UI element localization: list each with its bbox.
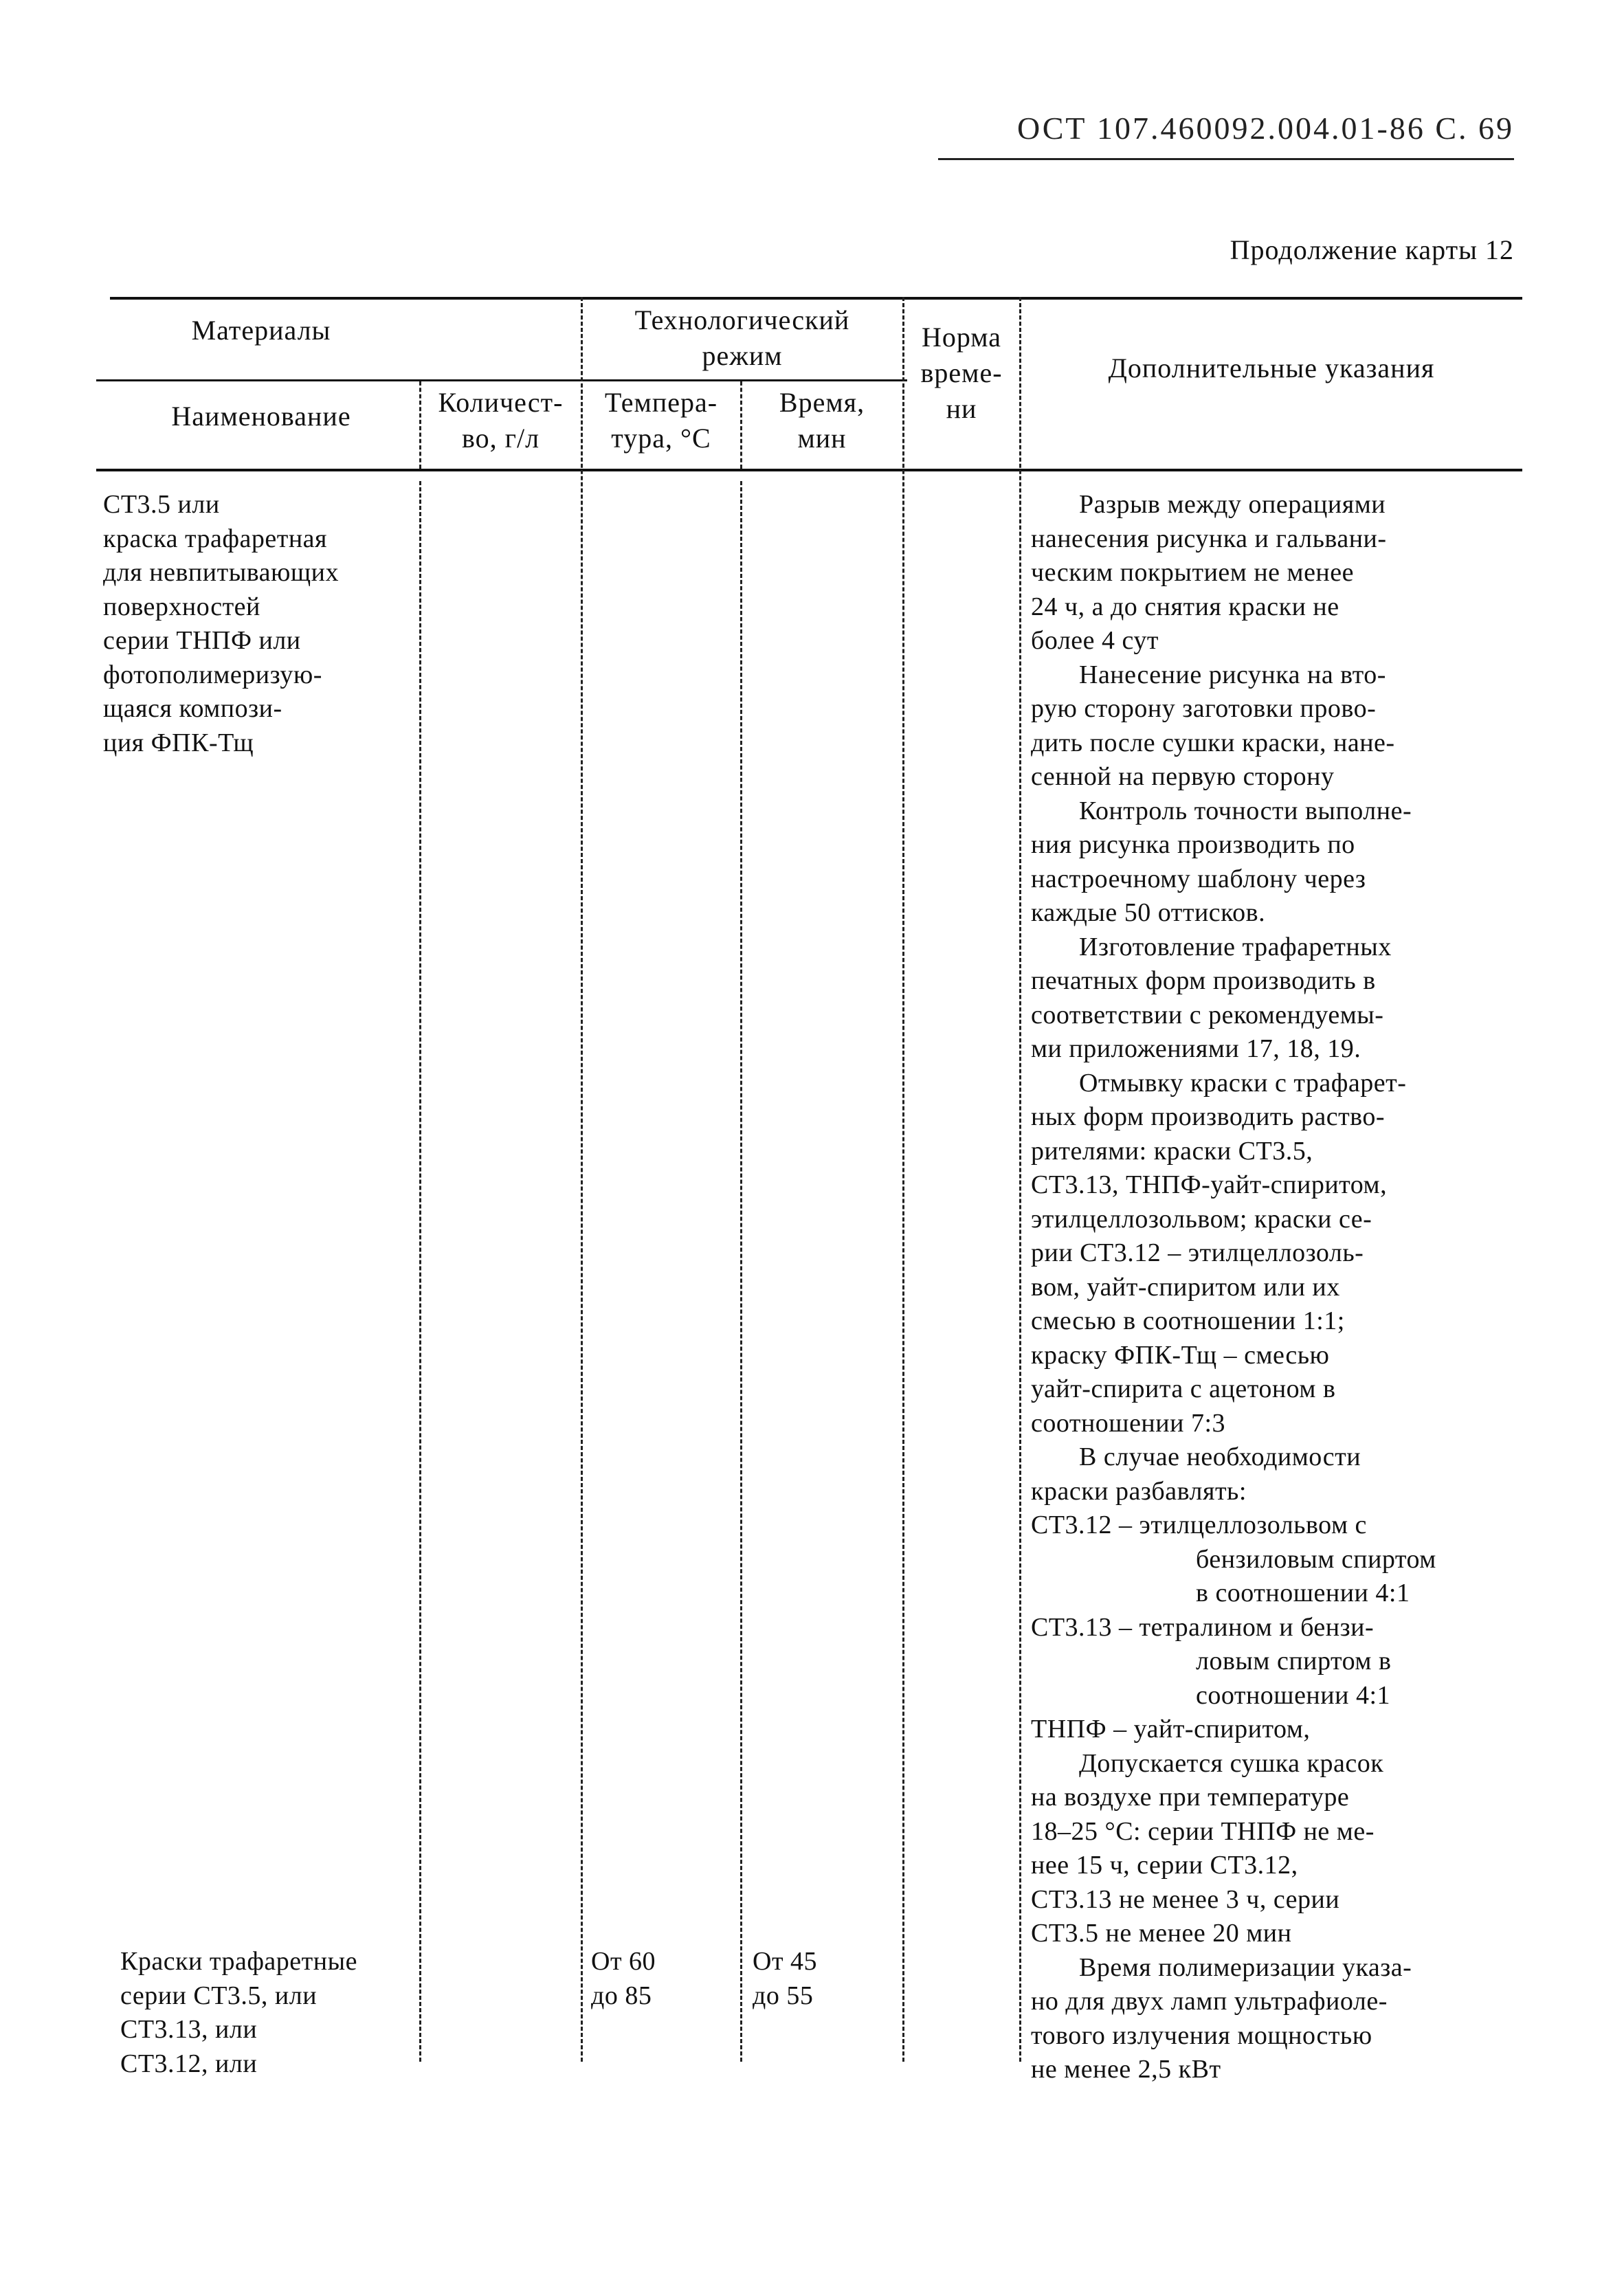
row1-name-line: краска трафаретная xyxy=(103,524,328,553)
row2-name-line: СТ3.12, или xyxy=(120,2049,258,2078)
note-line: смесью в соотношении 1:1; xyxy=(1031,1306,1345,1335)
note-line: рии СТ3.12 – этилцеллозоль- xyxy=(1031,1238,1364,1267)
row1-name-line: СТ3.5 или xyxy=(103,490,220,519)
note-line: нанесения рисунка и гальвани- xyxy=(1031,524,1387,553)
table-header-bottom-rule xyxy=(96,469,1522,471)
note-line: Контроль точности выполне- xyxy=(1079,796,1412,825)
header-tech-mode: Технологический режим xyxy=(634,304,850,371)
row2-time-line: до 55 xyxy=(753,1981,814,2010)
note-line: нее 15 ч, серии СТ3.12, xyxy=(1031,1851,1298,1880)
note-line: ми приложениями 17, 18, 19. xyxy=(1031,1034,1361,1063)
row1-name xyxy=(103,488,339,760)
note-line: не менее 2,5 кВт xyxy=(1031,2055,1221,2084)
note-line: в соотношении 4:1 xyxy=(1196,1579,1410,1607)
note-line: Допускается сушка красок xyxy=(1079,1748,1384,1778)
col-divider-materials-tech xyxy=(581,297,583,2062)
row2-name-line: Краски трафаретные xyxy=(120,1947,358,1976)
note-line: краску ФПК-Тщ – смесью xyxy=(1031,1340,1330,1370)
header-quantity: Количест- во, г/л xyxy=(438,387,564,454)
note-line: на воздухе при температуре xyxy=(1031,1783,1350,1812)
col-divider-tech-norm xyxy=(902,297,904,2062)
note-line: каждые 50 оттисков. xyxy=(1031,898,1266,927)
col-divider-name-qty-body xyxy=(419,481,421,2062)
note-line: краски разбавлять: xyxy=(1031,1476,1247,1506)
note-line: соотношении 4:1 xyxy=(1196,1680,1390,1710)
table-top-rule xyxy=(110,297,1522,300)
header-materials: Материалы xyxy=(191,315,331,346)
document-code: ОСТ 107.460092.004.01-86 С. 69 xyxy=(1016,111,1514,146)
note-line: уайт-спирита с ацетоном в xyxy=(1031,1374,1336,1403)
note-line: соотношении 7:3 xyxy=(1031,1408,1225,1438)
table-subheader-rule-left xyxy=(96,379,907,381)
row1-name-line: для невпитывающих xyxy=(103,558,340,587)
row1-name-line: фотополимеризую- xyxy=(103,660,322,689)
header-name: Наименование xyxy=(171,401,351,432)
row1-name-line: ция ФПК-Тщ xyxy=(103,728,254,757)
note-line: тового излучения мощностью xyxy=(1031,2020,1372,2050)
note-line: печатных форм производить в xyxy=(1031,966,1376,995)
note-line: ных форм производить раство- xyxy=(1031,1102,1386,1131)
header-time-norm: Норма време- ни xyxy=(920,322,1003,424)
continuation-caption: Продолжение карты 12 xyxy=(1230,234,1514,265)
row1-name-line: щаяся компози- xyxy=(103,694,282,723)
col-divider-norm-notes xyxy=(1019,297,1021,2062)
note-line: но для двух ламп ультрафиоле- xyxy=(1031,1987,1388,2016)
note-line: ния рисунка производить по xyxy=(1031,830,1355,859)
note-line: 24 ч, а до снятия краски не xyxy=(1031,592,1339,621)
note-line: Разрыв между операциями xyxy=(1079,490,1386,519)
header-notes: Дополнительные указания xyxy=(1108,353,1435,383)
note-line: настроечному шаблону через xyxy=(1031,864,1366,893)
note-line: 18–25 °C: серии ТНПФ не ме- xyxy=(1031,1816,1375,1846)
note-line: сенной на первую сторону xyxy=(1031,762,1335,791)
note-line: Отмывку краски с трафарет- xyxy=(1079,1068,1407,1098)
header-time: Время, мин xyxy=(779,387,865,454)
note-line: СТ3.13 – тетралином и бензи- xyxy=(1031,1612,1375,1642)
row2-temperature xyxy=(591,1945,656,2013)
note-line: СТ3.12 – этилцеллозольвом с xyxy=(1031,1511,1367,1539)
note-line: В случае необходимости xyxy=(1079,1443,1361,1471)
row1-name-line: поверхностей xyxy=(103,592,260,621)
note-line: ТНПФ – уайт-спиритом, xyxy=(1031,1715,1311,1744)
note-line: рителями: краски СТ3.5, xyxy=(1031,1136,1313,1166)
row1-name-line: серии ТНПФ или xyxy=(103,626,301,655)
row2-name-line: СТ3.13, или xyxy=(120,2015,258,2044)
note-line: Нанесение рисунка на вто- xyxy=(1079,660,1386,689)
note-line: ловым спиртом в xyxy=(1196,1647,1392,1675)
row2-name-line: серии СТ3.5, или xyxy=(120,1981,318,2010)
document-code-underline xyxy=(938,158,1514,160)
row2-time-line: От 45 xyxy=(753,1947,818,1976)
note-line: Изготовление трафаретных xyxy=(1079,932,1392,961)
note-line: СТ3.13 не менее 3 ч, серии xyxy=(1031,1884,1340,1914)
note-line: этилцеллозольвом; краски се- xyxy=(1031,1204,1372,1234)
note-line: рую сторону заготовки прово- xyxy=(1031,694,1377,723)
note-line: Время полимеризации указа- xyxy=(1079,1952,1412,1982)
note-line: дить после сушки краски, нане- xyxy=(1031,728,1395,757)
note-line: соответствии с рекомендуемы- xyxy=(1031,1000,1384,1029)
row2-name xyxy=(120,1945,357,2081)
row2-time xyxy=(753,1945,817,2013)
note-line: вом, уайт-спиритом или их xyxy=(1031,1272,1340,1302)
header-temperature: Темпера- тура, °C xyxy=(604,387,718,454)
note-line: СТ3.13, ТНПФ-уайт-спиритом, xyxy=(1031,1170,1388,1199)
note-line: ческим покрытием не менее xyxy=(1031,558,1355,587)
notes-column xyxy=(1031,488,1436,2087)
note-line: бензиловым спиртом xyxy=(1196,1544,1436,1574)
note-line: СТ3.5 не менее 20 мин xyxy=(1031,1919,1292,1948)
row2-temperature-line: до 85 xyxy=(591,1981,652,2010)
note-line: более 4 сут xyxy=(1031,626,1159,655)
col-divider-temp-time-body xyxy=(740,481,742,2062)
row2-temperature-line: От 60 xyxy=(591,1947,656,1976)
